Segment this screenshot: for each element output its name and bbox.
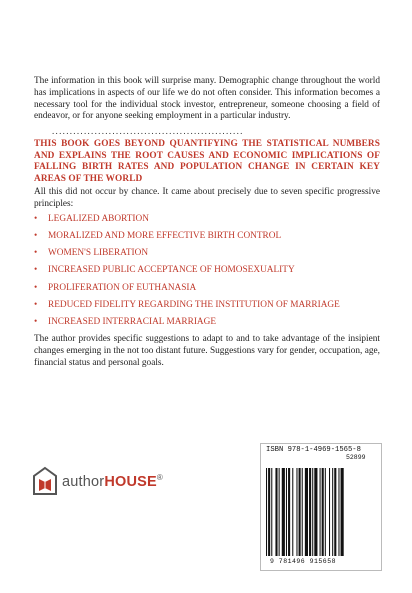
publisher-name: authorHOUSE® [62,472,164,490]
publisher-logo [32,466,163,496]
closing-paragraph: The author provides specific suggestions to adapt to and to take advantage of the insipient changes emerging in the not too distant future. Suggestions vary for gender, occupation, age, financial status and personal goals. [34,334,380,368]
intro-paragraph: The information in this book will surprise many. Demographic change throughout the world has implications in aspects of our life we do not often consider. This information becomes a necessary tool for the individual stock investor, entrepreneur, someone choosing a field of endeavor, or for anyone seeking employment in a particular industry. [34,76,380,122]
bullet-icon: • [34,213,38,224]
list-item: • REDUCED FIDELITY REGARDING THE INSTITUTION OF MARRIAGE [34,299,340,310]
list-item: • MORALIZED AND MORE EFFECTIVE BIRTH CONTROL [34,230,282,241]
bullet-icon: • [34,248,38,259]
list-item: • WOMEN'S LIBERATION [34,248,149,259]
list-item: • LEGALIZED ABORTION [34,213,149,224]
dotted-separator: ...................................................... [52,127,244,136]
bullet-icon: • [34,299,38,310]
bullet-icon: • [34,265,38,276]
lead-paragraph: All this did not occur by chance. It came about precisely due to seven specific progressive principles: [34,187,380,209]
list-item: • INCREASED PUBLIC ACCEPTANCE OF HOMOSEXUALITY [34,265,295,276]
bullet-icon: • [34,317,38,327]
barcode-bars [266,468,374,556]
barcode-digits: 9 781496 915658 [270,558,337,565]
price-code: 52899 [346,454,366,461]
house-book-icon [32,466,58,496]
bullet-icon: • [34,230,38,241]
headline: THIS BOOK GOES BEYOND QUANTIFYING THE STATISTICAL NUMBERS AND EXPLAINS THE ROOT CAUSES AND ECONOMIC IMPLICATIONS OF FALLING BIRTH RATES AND POPULATION CHANGE IN CERTAIN KEY AREAS OF THE WORLD [34,139,380,184]
back-cover-text [34,76,380,370]
bullet-icon: • [34,282,38,293]
list-item: • INCREASED INTERRACIAL MARRIAGE [34,317,217,327]
list-item: • PROLIFERATION OF EUTHANASIA [34,282,197,293]
isbn-text: ISBN 978-1-4969-1565-8 [266,446,361,454]
principles-list [34,214,380,328]
